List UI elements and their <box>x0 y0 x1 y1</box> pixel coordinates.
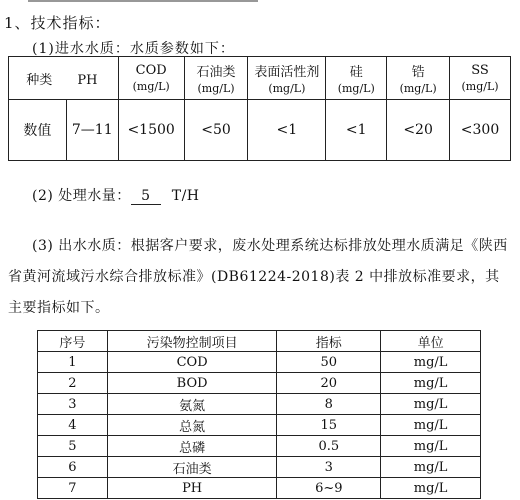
capacity-prefix: (2) 处理水量： <box>32 188 131 204</box>
table-cell: 总磷 <box>107 436 277 457</box>
table-cell: 6~9 <box>277 478 381 499</box>
table-cell: 15 <box>277 415 381 436</box>
table-cell: mg/L <box>381 352 481 373</box>
col-header: 单位 <box>381 331 481 352</box>
value-ph: 7—11 <box>66 100 118 161</box>
value-oil: <50 <box>184 100 248 161</box>
header-surfactant-unit: (mg/L) <box>268 82 306 95</box>
header-zirconium-unit: (mg/L) <box>399 82 437 95</box>
table-row <box>38 478 481 499</box>
table-row <box>38 415 481 436</box>
table-cell: PH <box>107 478 277 499</box>
outlet-standard-table <box>37 330 481 499</box>
header-zirconium <box>387 57 450 100</box>
value-silicon: <1 <box>326 100 387 161</box>
table-cell: 4 <box>38 415 108 436</box>
outlet-paragraph: (3) 出水水质：根据客户要求，废水处理系统达标排放处理水质满足《陕西省黄河流域污水综合排放标准》(DB61224-2018)表 2 中排放标准要求，其主要指标如下。 <box>8 238 508 316</box>
header-ss-label: SS <box>471 63 489 78</box>
table-cell: 6 <box>38 457 108 478</box>
header-cod <box>118 57 184 100</box>
header-surfactant <box>248 57 326 100</box>
section-heading: 1、技术指标： <box>4 14 111 32</box>
header-silicon <box>326 57 387 100</box>
table-cell: mg/L <box>381 373 481 394</box>
header-cod-unit: (mg/L) <box>132 80 170 93</box>
table-cell: mg/L <box>381 394 481 415</box>
table-row <box>9 100 511 161</box>
col-header: 污染物控制项目 <box>107 331 277 352</box>
table-cell: mg/L <box>381 436 481 457</box>
table-cell: 氨氮 <box>107 394 277 415</box>
table-cell: 0.5 <box>277 436 381 457</box>
value-ss: <300 <box>450 100 511 161</box>
capacity-unit: T/H <box>171 188 200 204</box>
table-row <box>38 457 481 478</box>
table-cell: 石油类 <box>107 457 277 478</box>
capacity-value: 5 <box>131 188 161 205</box>
table-cell: 7 <box>38 478 108 499</box>
table-cell: 20 <box>277 373 381 394</box>
header-cod-label: COD <box>135 63 167 78</box>
inlet-heading: (1)进水水质：水质参数如下： <box>32 41 235 57</box>
table-cell: 2 <box>38 373 108 394</box>
table-cell: mg/L <box>381 415 481 436</box>
header-ph: PH <box>77 72 98 88</box>
value-cod: <1500 <box>118 100 184 161</box>
col-header: 指标 <box>277 331 381 352</box>
header-oil-label: 石油类 <box>196 65 236 80</box>
table-cell: BOD <box>107 373 277 394</box>
table-header-row <box>9 57 511 100</box>
table-cell: 总氮 <box>107 415 277 436</box>
table-cell: 50 <box>277 352 381 373</box>
value-zirconium: <20 <box>387 100 450 161</box>
table-row <box>38 373 481 394</box>
header-surfactant-label: 表面活性剂 <box>254 65 320 80</box>
header-ss-unit: (mg/L) <box>461 80 499 93</box>
header-silicon-unit: (mg/L) <box>337 82 375 95</box>
value-surfactant: <1 <box>248 100 326 161</box>
table-row <box>38 352 481 373</box>
inlet-quality-table <box>8 56 511 161</box>
header-zirconium-label: 锆 <box>411 65 425 80</box>
table-cell: mg/L <box>381 478 481 499</box>
table-cell: 3 <box>38 394 108 415</box>
col-header: 序号 <box>38 331 108 352</box>
table-cell: COD <box>107 352 277 373</box>
table-cell: 3 <box>277 457 381 478</box>
table-header-row <box>38 331 481 352</box>
table-cell: 8 <box>277 394 381 415</box>
table-row <box>38 436 481 457</box>
header-type: 种类 <box>26 72 53 88</box>
cropped-text-fragment <box>28 0 258 6</box>
header-oil <box>184 57 248 100</box>
value-label: 数值 <box>9 100 67 161</box>
header-oil-unit: (mg/L) <box>197 82 235 95</box>
table-cell: mg/L <box>381 457 481 478</box>
capacity-line <box>32 185 200 205</box>
table-cell: 5 <box>38 436 108 457</box>
table-row <box>38 394 481 415</box>
header-ss <box>450 57 511 100</box>
header-cell-type-ph <box>9 57 119 100</box>
header-silicon-label: 硅 <box>349 65 363 80</box>
table-cell: 1 <box>38 352 108 373</box>
